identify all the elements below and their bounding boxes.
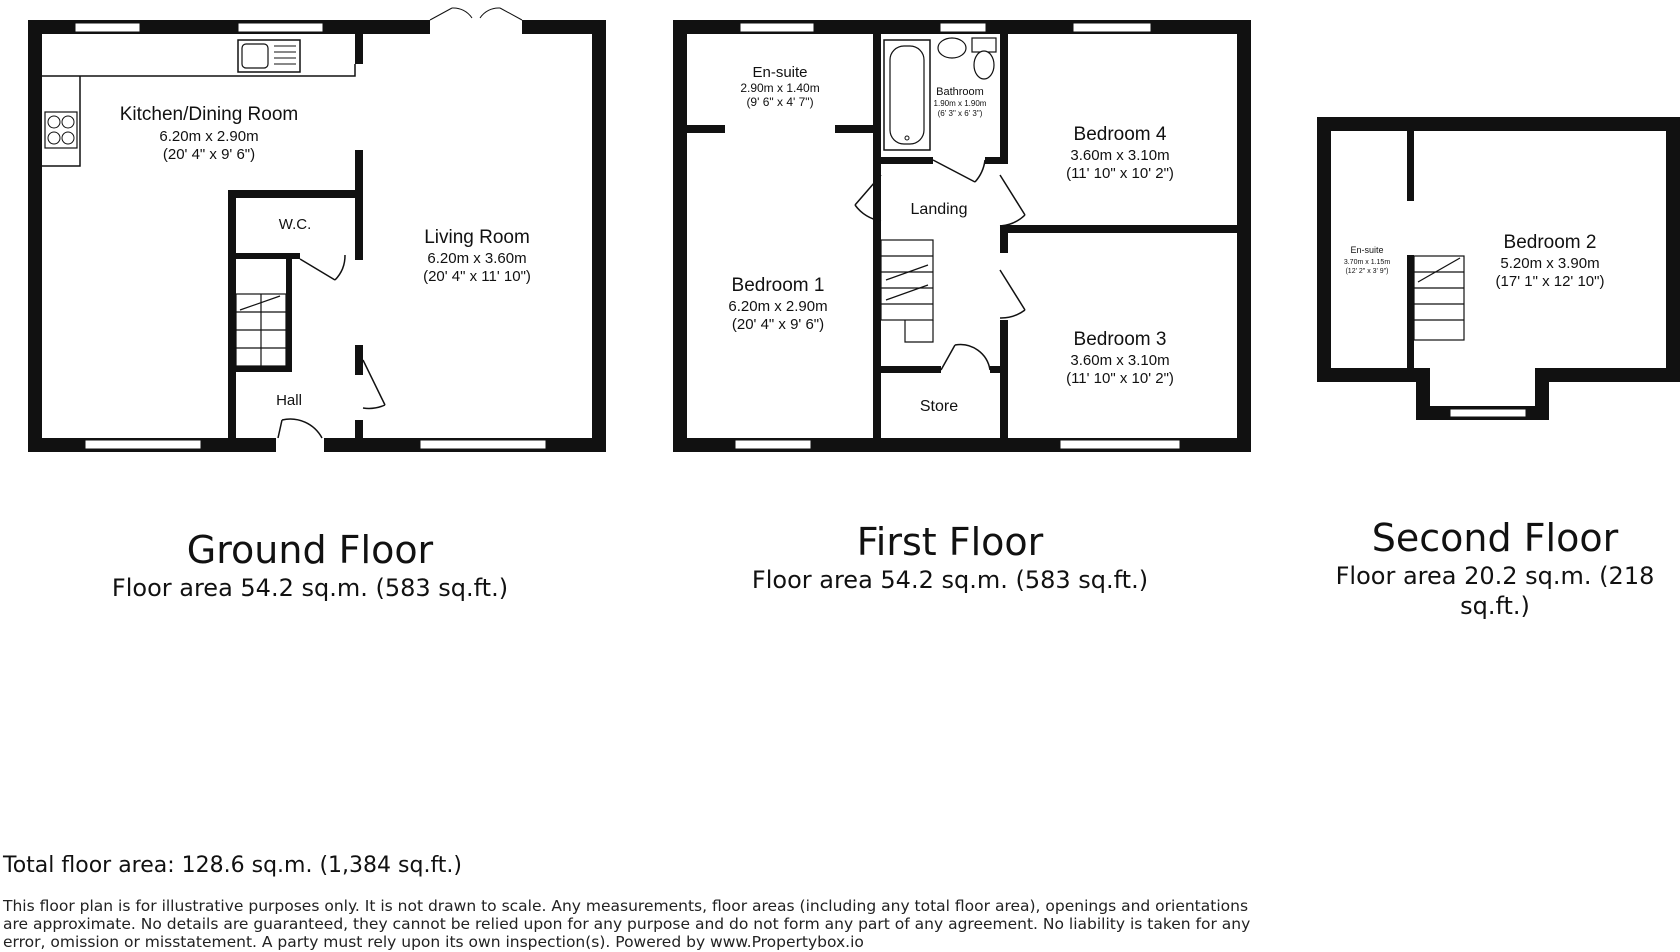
- bathroom-imperial: (6' 3" x 6' 3"): [937, 109, 983, 118]
- first-floor-title: First Floor: [856, 520, 1044, 564]
- bedroom2-imperial: (17' 1" x 12' 10"): [1495, 273, 1605, 290]
- ground-floor-title: Ground Floor: [186, 528, 434, 572]
- bedroom3-imperial: (11' 10" x 10' 2"): [1066, 370, 1174, 387]
- ground-floor-area: Floor area 54.2 sq.m. (583 sq.ft.): [111, 574, 509, 602]
- kitchen-metric: 6.20m x 2.90m: [159, 128, 259, 145]
- ensuite1-name: En-suite: [752, 64, 808, 81]
- bedroom4-name: Bedroom 4: [1073, 124, 1167, 145]
- store-name: Store: [919, 398, 959, 415]
- living-name: Living Room: [424, 227, 530, 248]
- ensuite2-imperial: (12' 2" x 3' 9"): [1345, 268, 1389, 275]
- bedroom1-imperial: (20' 4" x 9' 6"): [731, 316, 825, 333]
- ground-floor-plan: [28, 8, 606, 452]
- ensuite2-name: En-suite: [1350, 245, 1384, 255]
- bedroom4-metric: 3.60m x 3.10m: [1070, 147, 1170, 164]
- wc-name: W.C.: [278, 216, 312, 233]
- landing-name: Landing: [910, 201, 968, 218]
- bedroom1-metric: 6.20m x 2.90m: [728, 298, 828, 315]
- bedroom3-metric: 3.60m x 3.10m: [1070, 352, 1170, 369]
- first-floor-plan: [673, 20, 1251, 452]
- bathroom-name: Bathroom: [936, 86, 984, 98]
- ground-floor-caption: [60, 527, 560, 603]
- kitchen-name: Kitchen/Dining Room: [119, 104, 299, 125]
- second-floor-area-line1: Floor area 20.2 sq.m. (218: [1335, 562, 1655, 590]
- bedroom2-name: Bedroom 2: [1503, 232, 1597, 253]
- first-floor-area: Floor area 54.2 sq.m. (583 sq.ft.): [751, 566, 1149, 594]
- hall-name: Hall: [276, 392, 302, 409]
- bathroom-metric: 1.90m x 1.90m: [933, 99, 987, 108]
- second-floor-title: Second Floor: [1371, 516, 1619, 560]
- living-imperial: (20' 4" x 11' 10"): [423, 268, 531, 285]
- ensuite1-imperial: (9' 6" x 4' 7"): [746, 95, 814, 109]
- bedroom4-imperial: (11' 10" x 10' 2"): [1066, 165, 1174, 182]
- living-metric: 6.20m x 3.60m: [427, 250, 527, 267]
- second-floor-area-line2: sq.ft.): [1460, 592, 1530, 620]
- total-floor-area: Total floor area: 128.6 sq.m. (1,384 sq.ft.): [3, 853, 463, 878]
- second-floor-caption: [1310, 515, 1680, 621]
- bedroom1-name: Bedroom 1: [731, 275, 825, 296]
- second-floor-plan: [1317, 117, 1680, 420]
- ensuite2-metric: 3.70m x 1.15m: [1343, 259, 1391, 266]
- bedroom2-metric: 5.20m x 3.90m: [1500, 255, 1600, 272]
- bedroom3-name: Bedroom 3: [1073, 329, 1167, 350]
- disclaimer-text: This floor plan is for illustrative purposes only. It is not drawn to scale. Any measurements, floor areas (including any total floor area), openings and orientations are approximate. No details are guaranteed, they cannot be relied upon for any purpose and do not form any part of any agreement. No liability is taken for any error, omission or misstatement. A party must rely upon its own inspection(s). Powered by www.Propertybox.io: [3, 897, 1251, 951]
- kitchen-imperial: (20' 4" x 9' 6"): [162, 146, 256, 163]
- ensuite1-metric: 2.90m x 1.40m: [740, 81, 820, 95]
- first-floor-caption: [700, 519, 1200, 595]
